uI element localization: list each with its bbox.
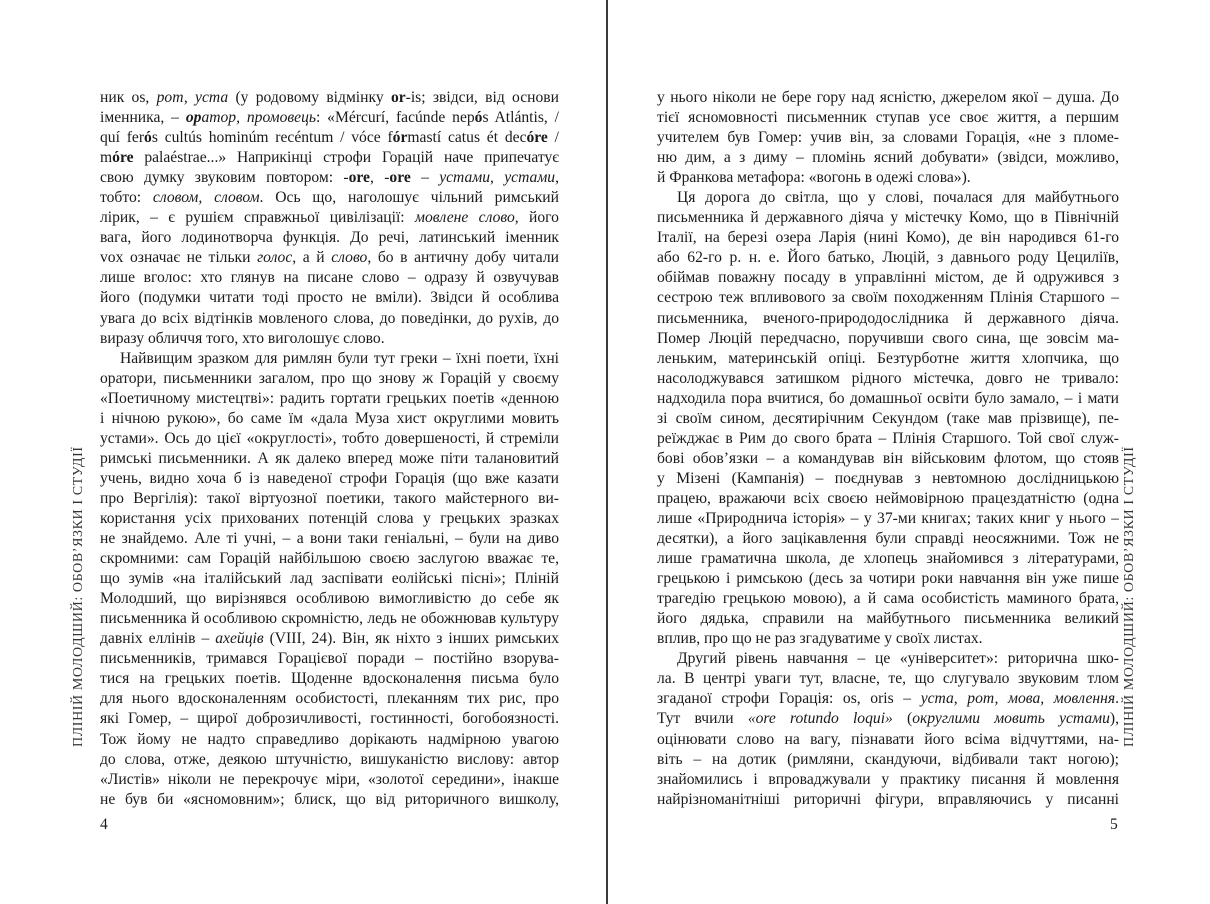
text-segment: вага, його лодинотворча функція. До речі, латинський іменник [100, 229, 559, 247]
text-line [657, 409, 1119, 429]
text-segment: увага до всіх відтінків мовленого слова, до поведінки, до рухів, до [100, 309, 559, 327]
text-segment: не був би «ясномовним»; блиск, що від риторичного вишколу, [100, 790, 559, 808]
text-line [100, 669, 559, 689]
text-line [657, 770, 1119, 790]
text-segment: його дядька, справили на майбутнього письменника великий [657, 610, 1119, 628]
page-number-left: 4 [100, 816, 108, 833]
text-segment: vox означає не тільки [100, 249, 258, 267]
emphasis-italic-text: ахейців [215, 630, 264, 648]
text-segment: іменника, – [100, 109, 186, 127]
text-line [100, 529, 559, 549]
text-line [100, 689, 559, 709]
emphasis-italic-text: мовлене слово, [415, 209, 519, 227]
text-segment: користання усіх прихованих потенцій слова у грецьких зразках [100, 509, 559, 527]
text-segment: віть – на дотик (римляни, скандуючи, відбивали такт ногою); [657, 750, 1119, 768]
text-segment: у нього ніколи не бере гору над ясністю, джерелом якої – душа. До [657, 89, 1119, 106]
text-segment: скромними: сам Горацій найбільшою своєю заслугою вважає те, [100, 550, 559, 568]
text-segment: лише «Природнича історія» – у 37-ми книгах; таких книг у нього – [657, 509, 1119, 527]
emphasis-italic-text: голос [257, 249, 293, 267]
text-segment: тися на грецьких поетів. Щоденне вдосконалення письма було [100, 670, 559, 688]
text-segment: Ця дорога до світла, що у слові, почалася для майбутнього [677, 189, 1119, 207]
emphasis-bold-text: óre [112, 149, 134, 167]
text-segment: – [410, 169, 440, 187]
text-line [100, 329, 559, 349]
text-line [100, 309, 559, 329]
running-head-right: ПЛІНІЙ МОЛОДШИЙ: ОБОВ’ЯЗКИ І СТУДІЇ [1122, 446, 1137, 747]
text-line [100, 108, 559, 128]
text-segment: реїжджає в Рим до свого брата – Плінія Старшого. Той свої служ- [657, 429, 1119, 447]
text-segment: які Гомер, – щирої доброзичливості, гостинності, богобоязності. [100, 710, 559, 728]
text-segment: mastí catus ét dec [407, 129, 527, 147]
text-line [657, 609, 1119, 629]
text-line [100, 449, 559, 469]
text-line [100, 248, 559, 268]
text-segment: ню дим, а з диму – пломінь ясний добувати» (звідси, можливо, [657, 149, 1119, 167]
text-line [657, 369, 1119, 389]
text-segment: m [100, 149, 113, 167]
text-segment: / [547, 129, 559, 147]
text-segment: письменника й особливою скромністю, ледь не обожнював культуру [100, 610, 559, 628]
text-segment: й Франкова метафора: «вогонь в одежі слова»). [657, 169, 971, 187]
text-line [657, 228, 1119, 248]
text-line [100, 349, 559, 369]
text-line [657, 108, 1119, 128]
text-line [657, 268, 1119, 288]
text-line [657, 309, 1119, 329]
text-segment: Тож йому не надто справедливо дорікають надмірною увагою [100, 730, 559, 748]
text-line [100, 128, 559, 148]
text-segment: бові обов’язки – а командував він військовим флотом, що стояв [657, 449, 1119, 467]
text-segment: Тут вчили [657, 710, 748, 728]
text-segment: десятки), а його зацікавлення були справді неосяжними. Тож не [657, 530, 1119, 548]
text-segment: згаданої строфи Горація: os, oris – [657, 690, 921, 708]
text-segment: свою думку звуковим повтором: - [100, 169, 349, 187]
text-segment: знайомились і впроваджували у практику писання й мовлення [657, 770, 1119, 788]
emphasis-italic-text: округлими мовить устами [912, 710, 1110, 728]
text-line [100, 148, 559, 168]
text-segment: лише граматична школа, де хлопець знайомився з літературами, [657, 550, 1119, 568]
text-line [100, 88, 559, 108]
text-segment: Найвищим зразком для римлян були тут греки – їхні поети, їхні [120, 349, 559, 367]
text-line [100, 790, 559, 810]
text-segment: ник os, [100, 89, 157, 106]
emphasis-italic-text: «ore rotundo loqui» [747, 710, 893, 728]
text-segment: Другий рівень навчання – це «університет»: риторична шко- [677, 650, 1119, 668]
text-line [657, 689, 1119, 709]
emphasis-bold-text: ó [474, 109, 483, 127]
text-line [657, 349, 1119, 369]
emphasis-bold-text: ó [144, 129, 152, 147]
emphasis-italic-text: уста, рот, мова, мовлення [920, 690, 1116, 708]
text-line [657, 168, 1119, 188]
text-segment: Італії, на березі озера Ларія (нині Комо), де він народився 61-го [657, 229, 1119, 247]
text-line [657, 569, 1119, 589]
text-segment: для нього вдосконаленням особистості, плеканням тих рис, про [100, 690, 559, 708]
text-segment: palaéstrae...» Наприкінці строфи Горацій наче припечатує [133, 149, 559, 167]
text-line [657, 188, 1119, 208]
text-line [657, 649, 1119, 669]
text-line [100, 409, 559, 429]
text-line [657, 730, 1119, 750]
emphasis-bold-text: ór [392, 129, 408, 147]
text-line [100, 389, 559, 409]
text-segment: зі своїм сином, десятирічним Секундом (таке мав прізвище), пе- [657, 409, 1119, 427]
text-line [100, 549, 559, 569]
text-line [100, 629, 559, 649]
text-segment: , а й [292, 249, 332, 267]
text-line [100, 509, 559, 529]
text-segment: про Вергілія): такої віртуозної поетики, такого майстерного ви- [100, 489, 559, 507]
book-spine-divider [606, 0, 608, 904]
text-segment: (VIII, 24). Він, як ніхто з інших римських [263, 630, 559, 648]
text-segment: лірик, – є рушієм справжньої цивілізації: [100, 209, 415, 227]
text-segment: і нічною рукою», бо саме їм «дала Муза хист округлими мовить [100, 409, 559, 427]
text-line [100, 188, 559, 208]
emphasis-bold-text: óre [526, 129, 548, 147]
text-segment: учителем був Гомер: учив він, за словами Горація, «не з пломе- [657, 129, 1119, 147]
text-segment: Помер Люцій передчасно, поручивши свого сина, ще зовсім ма- [657, 329, 1119, 347]
text-segment: тієї ясномовності письменник ступав усе своє життя, а першим [657, 109, 1119, 127]
text-line [100, 770, 559, 790]
emphasis-italic-text: рот, уста [156, 89, 229, 106]
text-line [100, 429, 559, 449]
text-line [657, 88, 1119, 108]
page-number-right: 5 [1110, 816, 1118, 833]
text-line [100, 208, 559, 228]
text-segment: , - [369, 169, 390, 187]
text-line [100, 750, 559, 770]
text-segment: ), [1109, 710, 1119, 728]
text-segment: (у родовому відмінку [228, 89, 391, 106]
text-segment: , бо в античну добу читали [367, 249, 559, 267]
text-segment: Молодший, що вирізнявся особливою вимогливістю до себе як [100, 590, 559, 608]
text-segment: s Atlántis, / [482, 109, 559, 127]
text-segment: устами». Ось до цієї «округлості», тобто довершеності, й стреміли [100, 429, 559, 447]
text-segment: : «Mércurí, facúnde nep [315, 109, 475, 127]
text-line [657, 389, 1119, 409]
text-line [657, 429, 1119, 449]
text-segment: письменника, вченого-природодослідника й державного діяча. [657, 309, 1119, 327]
right-page-text [657, 88, 1119, 810]
text-segment: тобто: [100, 189, 153, 207]
emphasis-bold-text: or [390, 89, 406, 106]
text-segment: «Листів» ніколи не перекрочує міри, «золотої середини», інакше [100, 770, 559, 788]
text-line [657, 509, 1119, 529]
text-line [657, 629, 1119, 649]
text-line [100, 168, 559, 188]
emphasis-italic-text: словом, словом [152, 189, 260, 207]
text-segment: -is; звідси, від основи [405, 89, 559, 106]
text-line [657, 549, 1119, 569]
text-segment: що зумів «на італійський лад заспівати еолійські пісні»; Пліній [100, 570, 559, 588]
text-line [657, 208, 1119, 228]
text-line [657, 669, 1119, 689]
text-segment: його (подумки читати тоді просто не вміли). Звідси й особлива [100, 289, 559, 307]
text-line [657, 529, 1119, 549]
text-segment: його [518, 209, 559, 227]
text-line [100, 589, 559, 609]
text-line [657, 489, 1119, 509]
text-segment: леньким, материнській опіці. Безтурботне життя хлопчика, що [657, 349, 1119, 367]
text-line [657, 329, 1119, 349]
text-segment: . [1115, 690, 1119, 708]
text-line [100, 649, 559, 669]
text-segment: до слова, отже, деякою штучністю, вишуканістю вислову: автор [100, 750, 559, 768]
text-segment: учень, видно хоча б із наведеної строфи Горація (що вже казати [100, 469, 559, 487]
text-segment: давніх еллінів – [100, 630, 216, 648]
text-segment: найрізноманітніші риторичні фігури, вправляючись у писанні [657, 790, 1119, 808]
text-segment: трагедію грецькою мовою), а й сама особистість маминого брата, [657, 590, 1119, 608]
text-segment: вплив, про що не раз згадуватиме у своїх листах. [657, 630, 983, 648]
text-segment: оцінювати слово на вагу, пізнавати його всіма відчуттями, на- [657, 730, 1119, 748]
text-line [657, 589, 1119, 609]
emphasis-bold-text: ore [389, 169, 411, 187]
text-segment: . Ось що, наголошує чільний римський [259, 189, 559, 207]
text-line [100, 489, 559, 509]
text-line [657, 128, 1119, 148]
emphasis-bold-text: ore [348, 169, 370, 187]
text-line [657, 750, 1119, 770]
text-segment: не знайдемо. Але ті учні, – а вони таки геніальні, – були на диво [100, 530, 559, 548]
text-line [100, 288, 559, 308]
text-segment: s cultús hominúm recéntum / vóce f [151, 129, 393, 147]
text-segment: або 62-го р. н. е. Його батько, Люцій, з давнього роду Цециліїв, [657, 249, 1119, 267]
emphasis-bold-text: ор [185, 109, 202, 127]
text-segment: оратори, письменники загалом, про що знову ж Горацій у своєму [100, 369, 559, 387]
text-line [657, 469, 1119, 489]
text-segment: ( [892, 710, 913, 728]
text-segment: «Поетичному мистецтві»: радить гортати грецьких поетів «денною [100, 389, 559, 407]
text-segment: обіймав поважну посаду в управлінні містом, де й одружився з [657, 269, 1119, 287]
text-line [657, 148, 1119, 168]
text-segment: виразу обличчя того, хто виголошує слово. [100, 329, 385, 347]
text-segment: у Мізені (Кампанія) – поєднував з невтомною дослідницькою [657, 469, 1119, 487]
text-line [100, 228, 559, 248]
emphasis-italic-text: слово [331, 249, 368, 267]
text-line [657, 248, 1119, 268]
left-page-text [100, 88, 559, 810]
text-segment: надходила пора вчитися, бо домашньої освіти було замало, – і мати [657, 389, 1119, 407]
text-line [657, 449, 1119, 469]
text-line [100, 268, 559, 288]
text-segment: грецькою і римською (десь за чотири роки навчання він уже пише [657, 570, 1119, 588]
emphasis-italic-text: атор, промовець [201, 109, 316, 127]
text-segment: сестрою теж впливового за своїм походженням Плінія Старшого – [657, 289, 1119, 307]
text-line [657, 709, 1119, 729]
text-line [100, 369, 559, 389]
text-segment: працею, вражаючи всіх своєю неймовірною працездатністю (одна [657, 489, 1119, 507]
text-segment: письменника й державного діяча у містечку Комо, що в Північній [657, 209, 1119, 227]
text-line [100, 730, 559, 750]
text-line [100, 609, 559, 629]
text-segment: насолоджувався затишком рідного містечка, довго не тривало: [657, 369, 1119, 387]
text-line [657, 790, 1119, 810]
text-line [100, 709, 559, 729]
text-line [100, 569, 559, 589]
text-line [100, 469, 559, 489]
emphasis-italic-text: устами, устами [439, 169, 556, 187]
text-segment: лише вголос: хто глянув на писане слово – одразу й озвучував [100, 269, 559, 287]
text-segment: римські письменники. А як далеко вперед може піти талановитий [100, 449, 559, 467]
text-line [657, 288, 1119, 308]
text-segment: , [555, 169, 559, 187]
text-segment: письменників, тримався Горацієвої поради – постійно взорува- [100, 650, 559, 668]
running-head-left: ПЛІНІЙ МОЛОДШИЙ: ОБОВ’ЯЗКИ І СТУДІЇ [71, 446, 86, 747]
text-segment: ла. В центрі уваги тут, власне, те, що слугувало звуковим тлом [657, 670, 1119, 688]
text-segment: quí fer [100, 129, 145, 147]
